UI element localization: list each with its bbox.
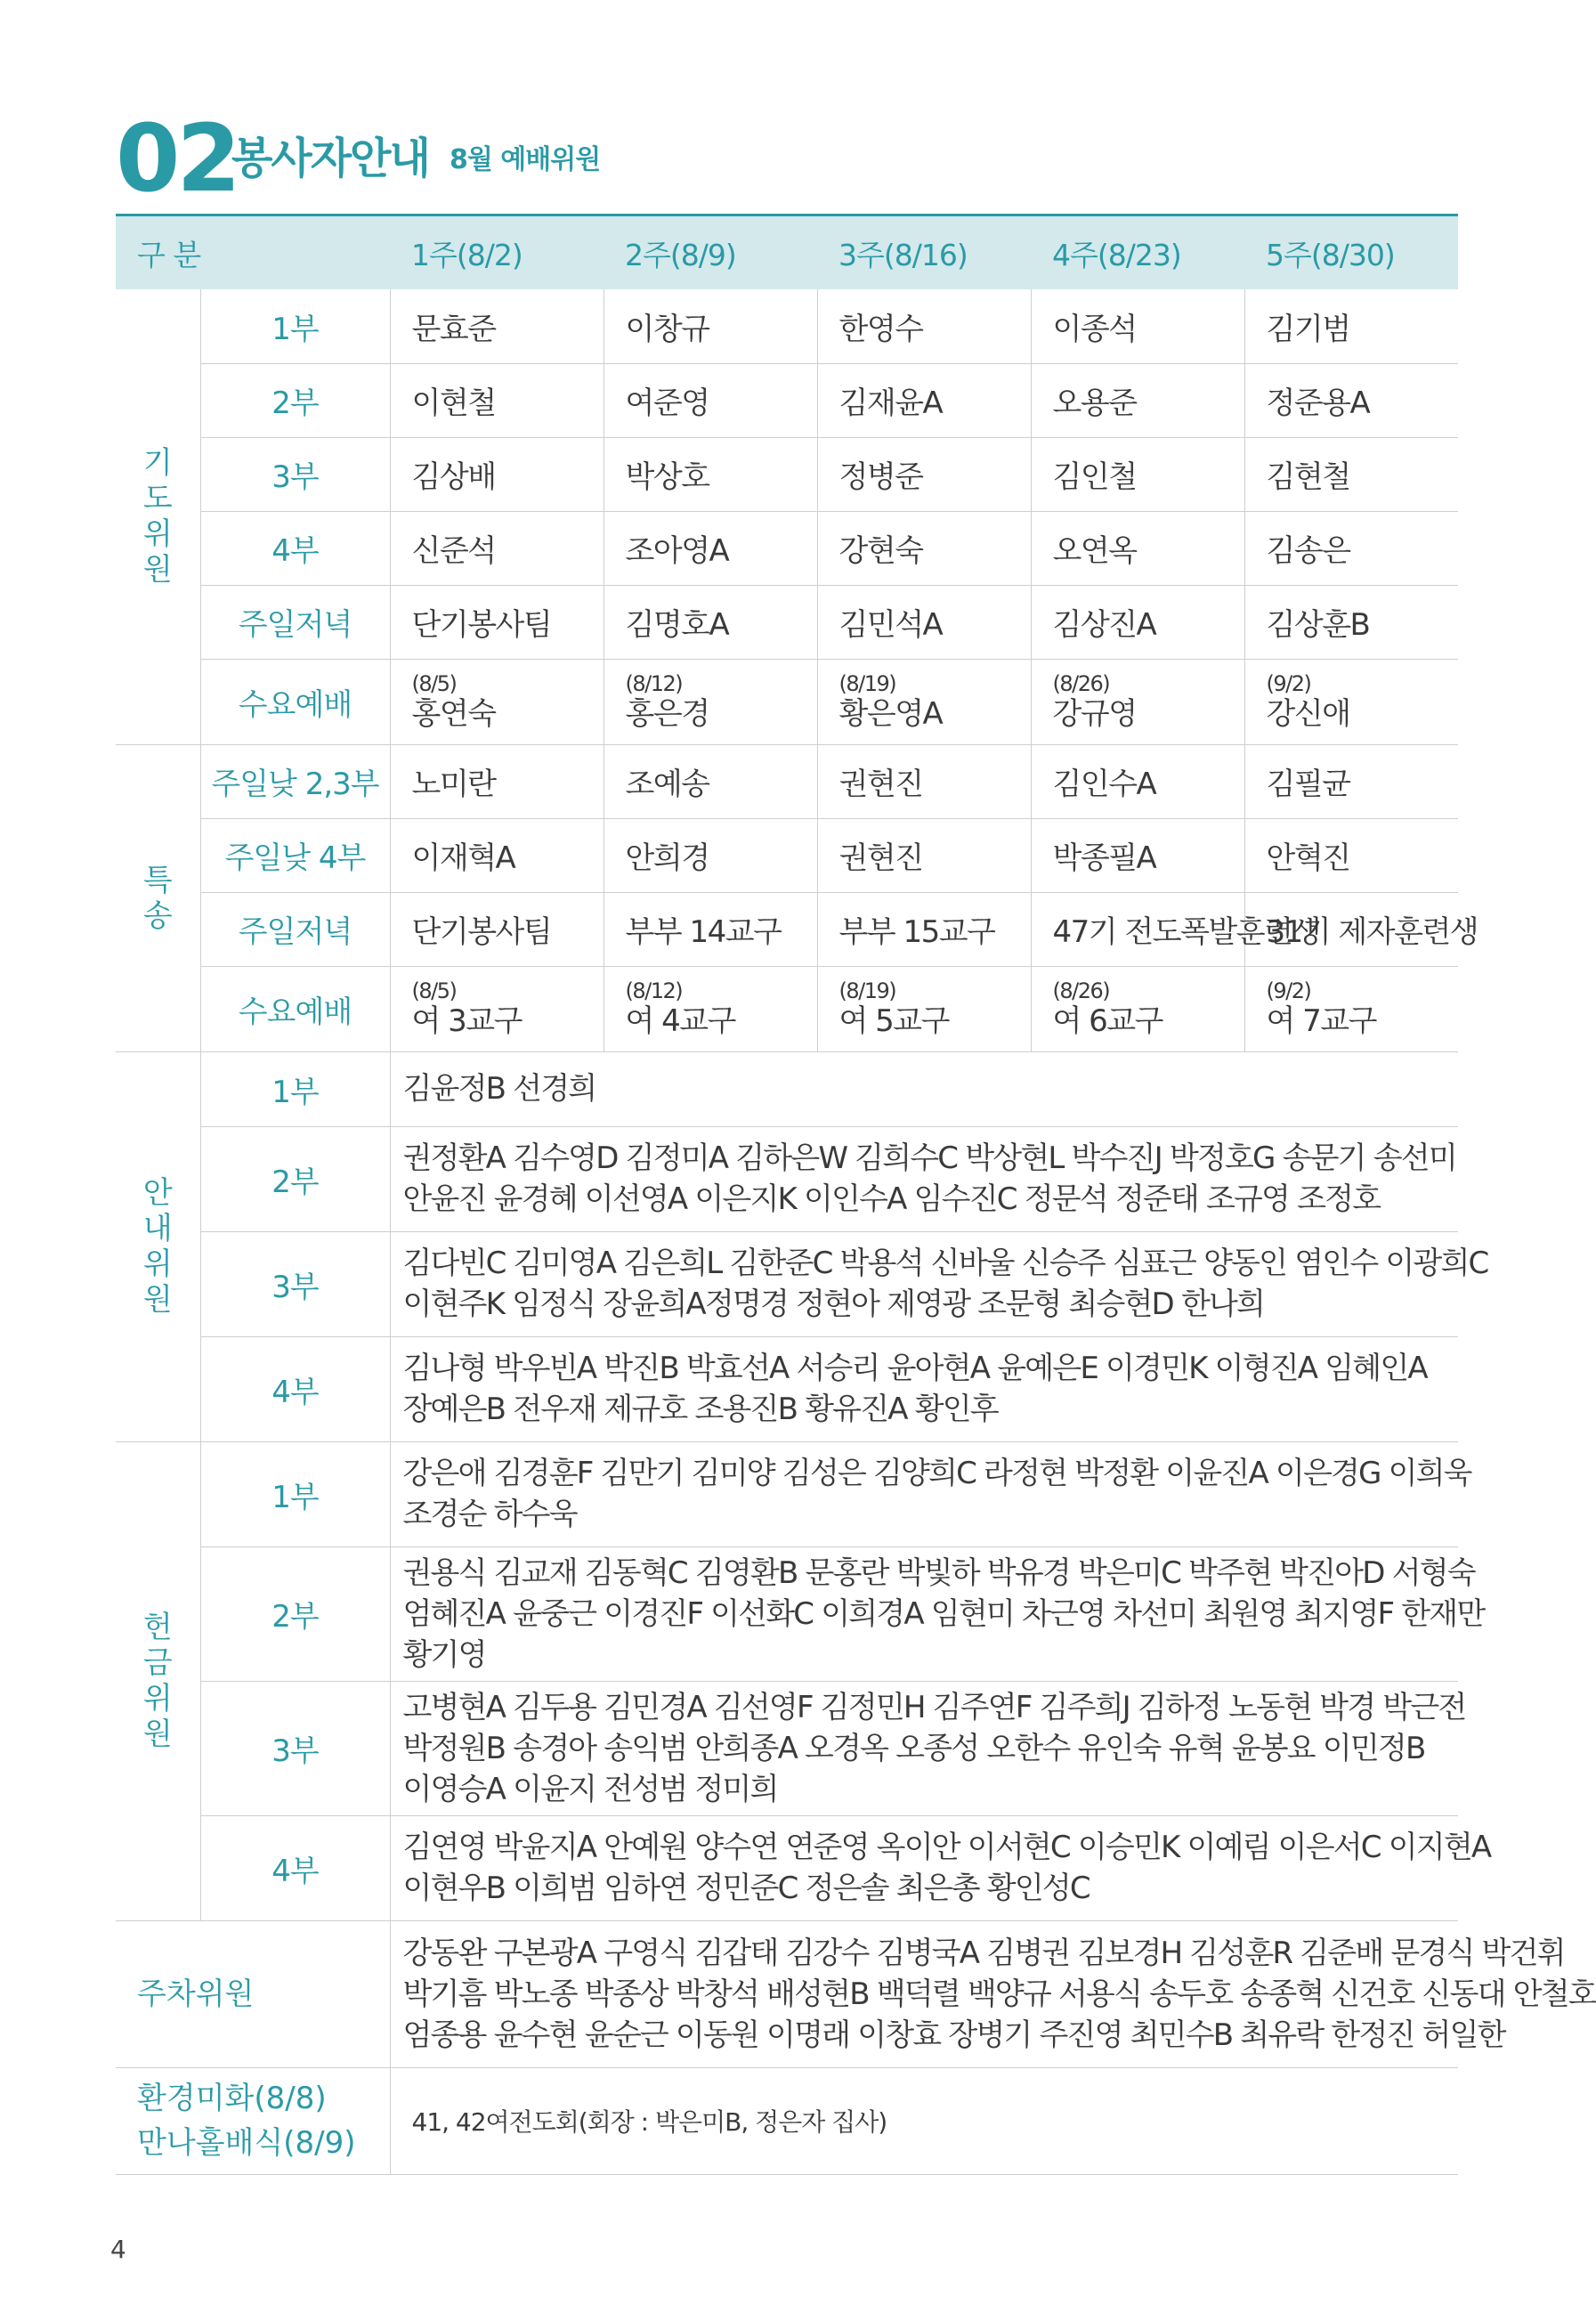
name-cell: 부부 15교구 [817, 892, 1031, 966]
row-label: 주일저녁 [200, 585, 390, 659]
name-cell: 김현철 [1244, 437, 1458, 511]
name-cell: 강현숙 [817, 511, 1031, 585]
name-cell: 김인철 [1031, 437, 1244, 511]
row-label: 2부 [200, 1126, 390, 1231]
guide-group-label [116, 1051, 200, 1441]
names-line: 엄종용 윤수현 윤순근 이동원 이명래 이창효 장병기 주진영 최민수B 최유락 한정진 허일한 [402, 2017, 1505, 2053]
table-row [116, 818, 1458, 892]
special-group-label [116, 744, 200, 1051]
table-header-row [116, 215, 1458, 290]
name-cell: 김명호A [604, 585, 817, 659]
names-list-cell [390, 1441, 1471, 1546]
section-title: 봉사자안내 [231, 134, 429, 183]
name-cell: 이재혁A [390, 818, 604, 892]
name-cell: 박상호 [604, 437, 817, 511]
name-cell: 오연옥 [1031, 511, 1244, 585]
name-cell: 조아영A [604, 511, 817, 585]
row-label: 3부 [200, 1231, 390, 1336]
row-label: 1부 [200, 1051, 390, 1126]
name-cell: 김상배 [390, 437, 604, 511]
names-list-cell [390, 1920, 1596, 2067]
table-row [116, 585, 1458, 659]
table-row [116, 1681, 1458, 1815]
name-cell: 이창규 [604, 289, 817, 363]
date-text: (9/2) [1266, 671, 1311, 696]
name-cell: 박종필A [1031, 818, 1244, 892]
name-text: 여 5교구 [839, 1003, 949, 1039]
names-line: 장예은B 전우재 제규호 조용진B 황유진A 황인후 [402, 1392, 998, 1427]
row-label: 4부 [200, 1336, 390, 1441]
names-line: 이현주K 임정식 장윤희A정명경 정현아 제영광 조문형 최승현D 한나희 [402, 1286, 1265, 1322]
name-cell: 이현철 [390, 363, 604, 437]
group-label-text: 헌금위원 [142, 1610, 173, 1752]
wednesday-cell [1244, 966, 1458, 1051]
name-cell: 안희경 [604, 818, 817, 892]
row-label: 4부 [200, 511, 390, 585]
date-text: (8/12) [625, 978, 683, 1003]
names-line: 강은애 김경훈F 김만기 김미양 김성은 김양희C 라정현 박정환 이윤진A 이은경G 이희욱 [402, 1456, 1471, 1491]
name-cell: 권현진 [817, 818, 1031, 892]
date-text: (8/5) [411, 671, 457, 696]
row-label: 3부 [200, 1681, 390, 1815]
date-text: (8/12) [625, 671, 683, 696]
names-list-cell [390, 1051, 1458, 1126]
wednesday-cell [390, 966, 604, 1051]
name-cell: 정병준 [817, 437, 1031, 511]
name-text: 강신애 [1266, 696, 1350, 732]
table-row [116, 437, 1458, 511]
row-label: 2부 [200, 363, 390, 437]
table-row [116, 1920, 1458, 2067]
table-row [116, 511, 1458, 585]
date-text: (8/26) [1052, 978, 1110, 1003]
wednesday-cell [604, 659, 817, 744]
date-text: (8/26) [1052, 671, 1110, 696]
prayer-group-label [116, 289, 200, 744]
row-label: 수요예배 [200, 659, 390, 744]
table-row [116, 363, 1458, 437]
names-line: 박기흠 박노종 박종상 박창석 배성현B 백덕렬 백양규 서용식 송두호 송종혁 신건호 신동대 안철호 [402, 1976, 1596, 2012]
name-cell: 부부 14교구 [604, 892, 817, 966]
row-label: 4부 [200, 1815, 390, 1920]
offering-group-label [116, 1441, 200, 1920]
name-cell: 47기 전도폭발훈련생 [1031, 892, 1244, 966]
row-label: 1부 [200, 289, 390, 363]
names-list-cell [390, 1546, 1485, 1681]
table-row [116, 2067, 1458, 2174]
names-line: 강동완 구본광A 구영식 김갑태 김강수 김병국A 김병권 김보경H 김성훈R 김준배 문경식 박건휘 [402, 1935, 1565, 1971]
date-text: (8/5) [411, 978, 457, 1003]
table-row [116, 289, 1458, 363]
volunteer-table [116, 214, 1596, 2175]
wednesday-cell [1244, 659, 1458, 744]
names-line: 황기영 [402, 1636, 486, 1673]
name-cell: 안혁진 [1244, 818, 1458, 892]
name-cell: 김재윤A [817, 363, 1031, 437]
names-line: 권정환A 김수영D 김정미A 김하은W 김희수C 박상현L 박수진J 박정호G 송문기 송선미 [402, 1140, 1456, 1176]
name-text: 여 3교구 [411, 1003, 522, 1039]
table-row [116, 1815, 1458, 1920]
names-line: 고병현A 김두용 김민경A 김선영F 김정민H 김주연F 김주희J 김하정 노동현 박경 박근전 [402, 1689, 1466, 1725]
name-cell: 조예송 [604, 744, 817, 818]
row-label: 주일낮 4부 [200, 818, 390, 892]
name-cell: 노미란 [390, 744, 604, 818]
wednesday-cell [817, 966, 1031, 1051]
name-text: 여 4교구 [625, 1003, 735, 1039]
names-list-cell [390, 1336, 1458, 1441]
table-row [116, 1231, 1458, 1336]
wednesday-cell [390, 659, 604, 744]
name-cell: 문효준 [390, 289, 604, 363]
header-week: 4주(8/23) [1031, 215, 1244, 290]
row-label: 3부 [200, 437, 390, 511]
name-cell: 김상훈B [1244, 585, 1458, 659]
names-list-cell [390, 1815, 1491, 1920]
name-cell: 신준석 [390, 511, 604, 585]
name-cell: 김인수A [1031, 744, 1244, 818]
row-label: 1부 [200, 1441, 390, 1546]
name-cell: 김상진A [1031, 585, 1244, 659]
name-cell: 31기 제자훈련생 [1244, 892, 1458, 966]
table-row [116, 966, 1458, 1051]
section-subtitle: 8월 예배위원 [450, 144, 601, 175]
row-label: 주일낮 2,3부 [200, 744, 390, 818]
wednesday-cell [604, 966, 817, 1051]
wednesday-cell [1031, 966, 1244, 1051]
names-list-cell [390, 1126, 1458, 1231]
header-category: 구 분 [116, 215, 390, 290]
name-cell: 김기범 [1244, 289, 1458, 363]
env-label-1: 환경미화(8/8) [137, 2081, 327, 2116]
table-row [116, 1546, 1458, 1681]
date-text: (8/19) [839, 978, 896, 1003]
name-cell: 김필균 [1244, 744, 1458, 818]
date-text: (8/19) [839, 671, 896, 696]
group-label-text: 안내위원 [142, 1175, 173, 1318]
group-label-text: 특송 [142, 862, 173, 934]
name-cell: 이종석 [1031, 289, 1244, 363]
table-row [116, 892, 1458, 966]
header-week: 3주(8/16) [817, 215, 1031, 290]
name-cell: 한영수 [817, 289, 1031, 363]
name-cell: 정준용A [1244, 363, 1458, 437]
table-row [116, 1441, 1458, 1546]
page-number: 4 [110, 2235, 126, 2264]
names-line: 김나형 박우빈A 박진B 박효선A 서승리 윤아현A 윤예은E 이경민K 이형진A 임혜인A [402, 1351, 1427, 1386]
names-list-cell [390, 1681, 1466, 1815]
name-cell: 단기봉사팀 [390, 892, 604, 966]
names-line: 엄혜진A 윤중근 이경진F 이선화C 이희경A 임현미 차근영 차선미 최원영 최지영F 한재만 [402, 1595, 1485, 1632]
name-text: 강규영 [1052, 696, 1137, 732]
table-row [116, 1336, 1458, 1441]
header-week: 5주(8/30) [1244, 215, 1458, 290]
env-label [116, 2067, 390, 2174]
table-row [116, 659, 1458, 744]
names-line: 이현우B 이희범 임하연 정민준C 정은솔 최은총 황인성C [402, 1871, 1090, 1906]
name-cell: 김민석A [817, 585, 1031, 659]
name-text: 황은영A [839, 696, 943, 732]
section-number: 02 [116, 104, 238, 213]
header-week: 1주(8/2) [390, 215, 604, 290]
name-text: 여 7교구 [1266, 1003, 1376, 1039]
env-text: 41, 42여전도회(회장 : 박은미B, 정은자 집사) [390, 2067, 1458, 2174]
row-label: 2부 [200, 1546, 390, 1681]
name-cell: 김송은 [1244, 511, 1458, 585]
row-label: 주일저녁 [200, 892, 390, 966]
name-text: 홍연숙 [411, 696, 496, 732]
wednesday-cell [817, 659, 1031, 744]
table-row [116, 1051, 1458, 1126]
wednesday-cell [1031, 659, 1244, 744]
header-week: 2주(8/9) [604, 215, 817, 290]
name-cell: 오용준 [1031, 363, 1244, 437]
name-text: 홍은경 [625, 696, 709, 732]
names-line: 김다빈C 김미영A 김은희L 김한준C 박용석 신바울 신승주 심표근 양동인 염인수 이광희C [402, 1246, 1488, 1281]
name-cell: 권현진 [817, 744, 1031, 818]
names-line: 안윤진 윤경혜 이선영A 이은지K 이인수A 임수진C 정문석 정준태 조규영 조정호 [402, 1181, 1381, 1217]
row-label: 수요예배 [200, 966, 390, 1051]
names-line: 박정원B 송경아 송익범 안희종A 오경옥 오종성 오한수 유인숙 유혁 윤봉요 이민정B [402, 1730, 1425, 1766]
env-label-2: 만나홀배식(8/9) [137, 2125, 356, 2161]
names-line: 김윤정B 선경희 [402, 1071, 596, 1107]
names-line: 권용식 김교재 김동혁C 김영환B 문홍란 박빛하 박유경 박은미C 박주현 박진아D 서형숙 [402, 1554, 1475, 1591]
group-label-text: 기도위원 [142, 445, 173, 588]
table-row [116, 744, 1458, 818]
names-line: 조경순 하수욱 [402, 1497, 577, 1532]
names-list-cell [390, 1231, 1488, 1336]
names-line: 김연영 박윤지A 안예원 양수연 연준영 옥이안 이서현C 이승민K 이예림 이은서C 이지현A [402, 1830, 1491, 1865]
name-text: 여 6교구 [1052, 1003, 1163, 1039]
table-row [116, 1126, 1458, 1231]
parking-label: 주차위원 [116, 1920, 390, 2067]
section-header [116, 105, 1451, 212]
date-text: (9/2) [1266, 978, 1311, 1003]
name-cell: 여준영 [604, 363, 817, 437]
names-line: 이영승A 이윤지 전성범 정미희 [402, 1771, 778, 1807]
name-cell: 단기봉사팀 [390, 585, 604, 659]
